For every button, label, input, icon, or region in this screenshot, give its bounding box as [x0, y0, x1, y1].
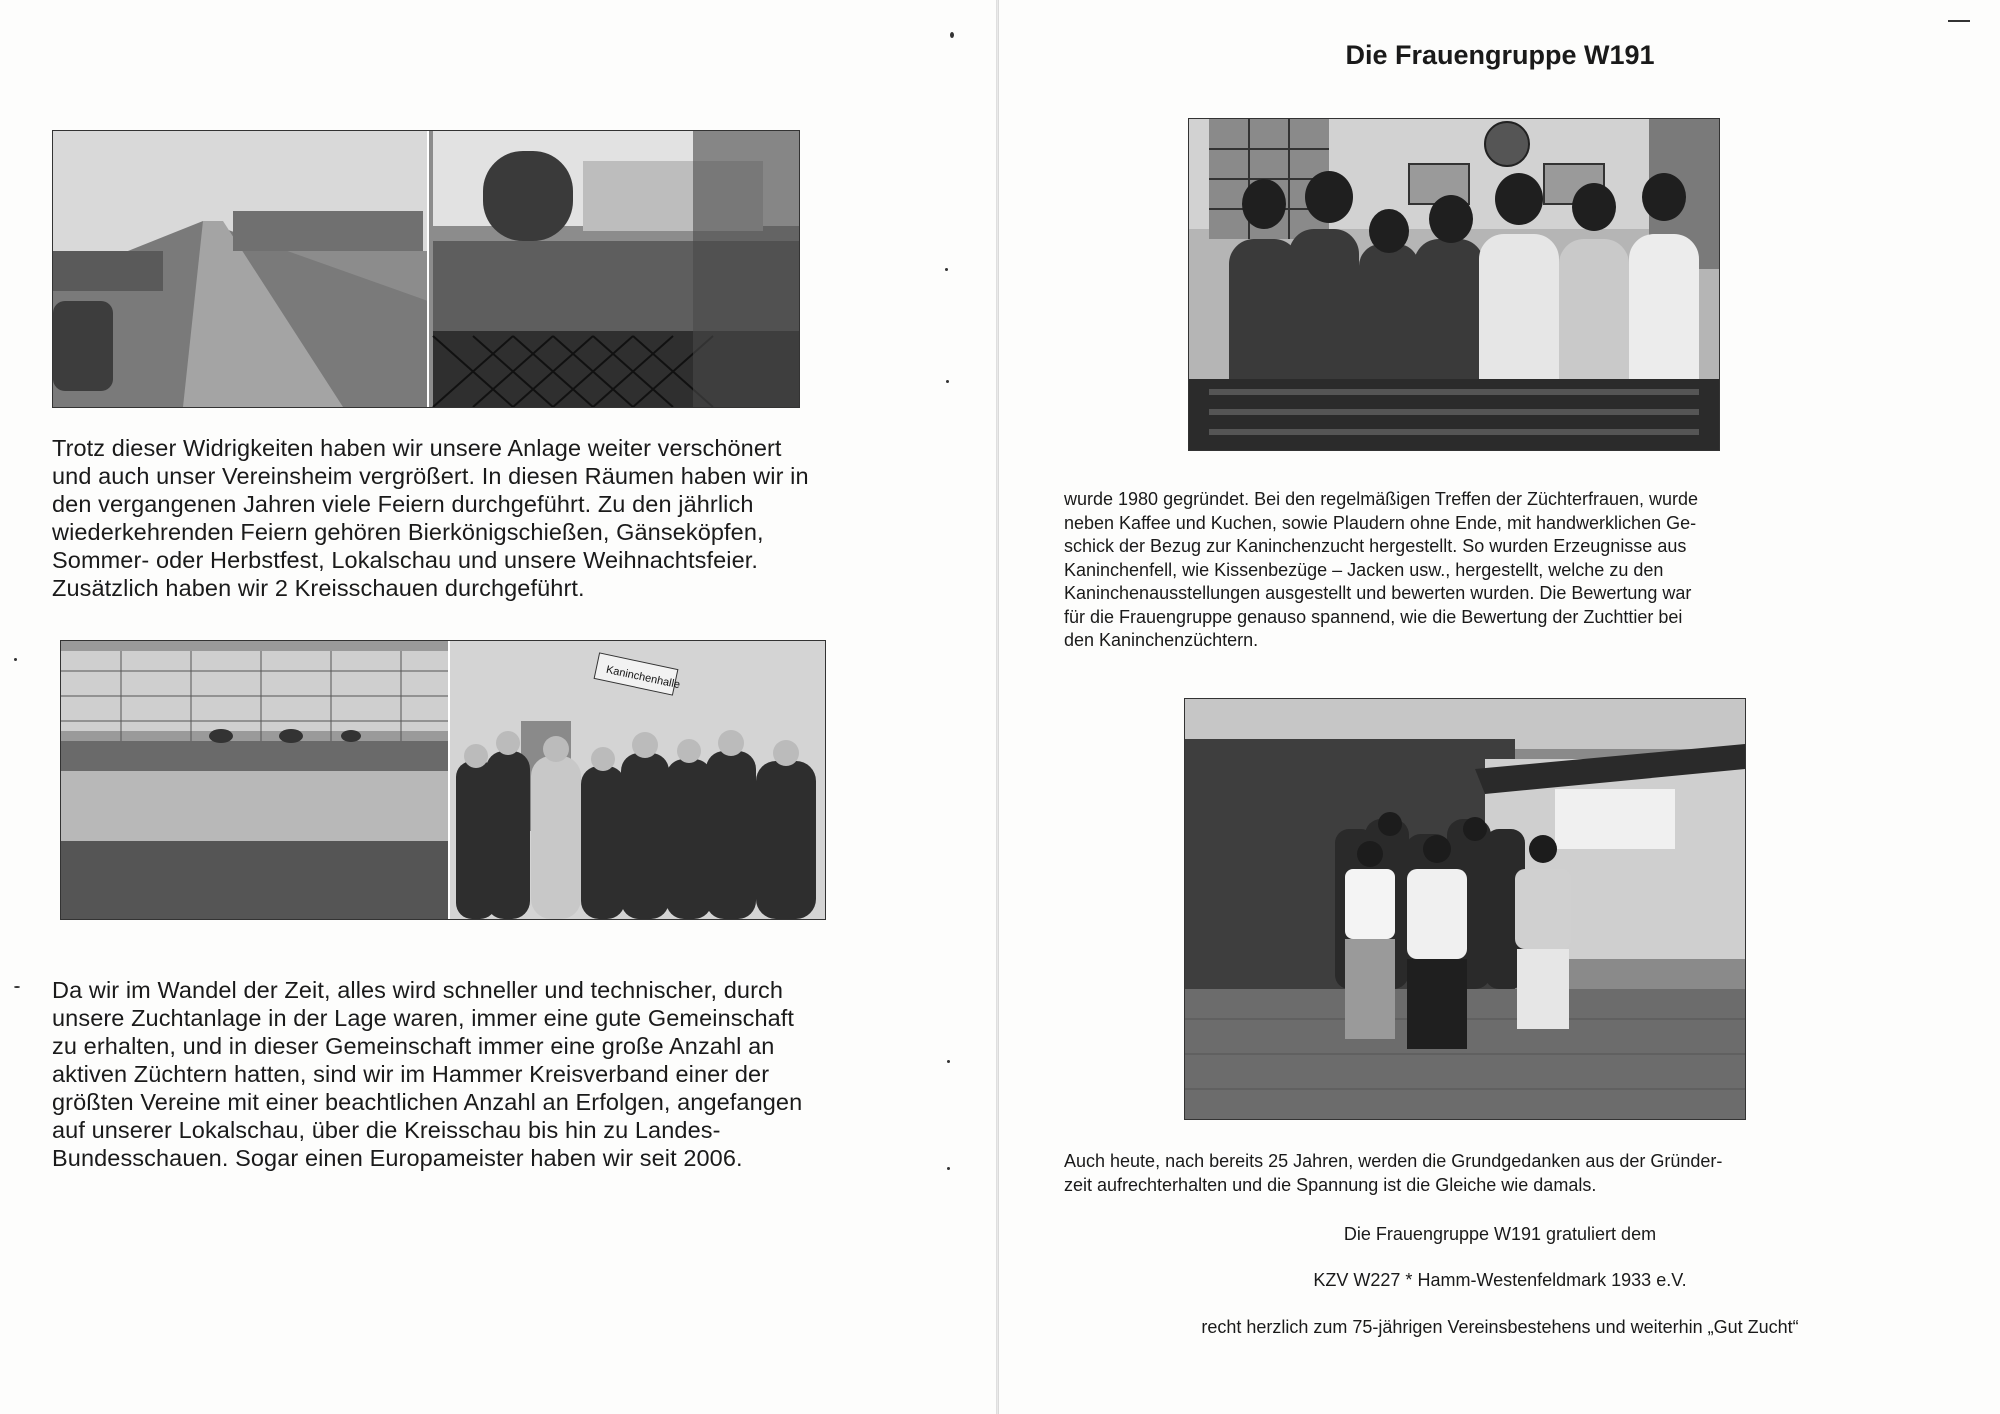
page-fold	[996, 0, 999, 1414]
hall-sign-text: Kaninchenhalle	[604, 663, 682, 692]
page-title: Die Frauengruppe W191	[1345, 40, 1655, 70]
scan-speck	[947, 1060, 950, 1063]
left-page	[0, 0, 998, 1414]
scan-speck	[950, 32, 954, 38]
right-paragraph-2: Auch heute, nach bereits 25 Jahren, werden die Grundgedanken aus der Gründer- zeit aufrechterhalten und die Spannung ist die Gleiche wie damals.	[1064, 1151, 1723, 1195]
closing-line-2: KZV W227 * Hamm-Westenfeldmark 1933 e.V.	[1313, 1270, 1687, 1290]
photo-womens-group-indoor	[1188, 118, 1720, 451]
right-paragraph-1: wurde 1980 gegründet. Bei den regelmäßigen Treffen der Züchterfrauen, wurde neben Kaffee und Kuchen, sowie Plaudern ohne Ende, mit handwerklichen Ge- schick der Bezug zur Kaninchenzucht hergestellt. So wurden Erzeugnisse aus Kaninchenfell, wie Kissenbezüge – Jacken usw., hergestellt, welche zu den Kaninchenausstellungen ausgestellt und bewerten wurden. Die Bewertung war für die Frauengruppe genauso spannend, wie die Bewertung der Zuchttier bei den Kaninchenzüchtern.	[1064, 489, 1699, 650]
photo-garden-facility	[52, 130, 800, 408]
scan-speck	[946, 380, 949, 383]
closing-line-3: recht herzlich zum 75-jährigen Vereinsbestehens und weiterhin „Gut Zucht“	[1201, 1317, 1799, 1337]
scan-speck	[1948, 20, 1970, 22]
scan-speck	[947, 1167, 950, 1170]
right-page	[1000, 0, 2000, 1414]
left-paragraph-2: Da wir im Wandel der Zeit, alles wird schneller und technischer, durch unsere Zuchtanlage in der Lage waren, immer eine gute Gemeinschaft zu erhalten, und in dieser Gemeinschaft immer eine große Anzahl an aktiven Züchtern hatten, sind wir im Hammer Kreisverband einer der größten Vereine mit einer beachtlichen Anzahl an Erfolgen, angefangen auf unserer Lokalschau, über die Kreisschau bis hin zu Landes- Bundesschauen. Sogar einen Europameister haben wir seit 2006.	[52, 977, 803, 1171]
closing-line-1: Die Frauengruppe W191 gratuliert dem	[1343, 1224, 1657, 1244]
scan-speck	[14, 658, 17, 661]
photo-exhibition-group	[60, 640, 826, 920]
scan-speck	[14, 986, 20, 988]
left-paragraph-1: Trotz dieser Widrigkeiten haben wir unsere Anlage weiter verschönert und auch unser Vereinsheim vergrößert. In diesen Räumen haben wir in den vergangenen Jahren viele Feiern durchgeführt. Zu den jährlich wiederkehrenden Feiern gehören Bierkönigschießen, Gänseköpfen, Sommer- oder Herbstfest, Lokalschau und unsere Weihnachtsfeier. Zusätzlich haben wir 2 Kreisschauen durchgeführt.	[52, 435, 809, 601]
scan-speck	[945, 268, 948, 271]
photo-womens-group-outdoor	[1184, 698, 1746, 1120]
